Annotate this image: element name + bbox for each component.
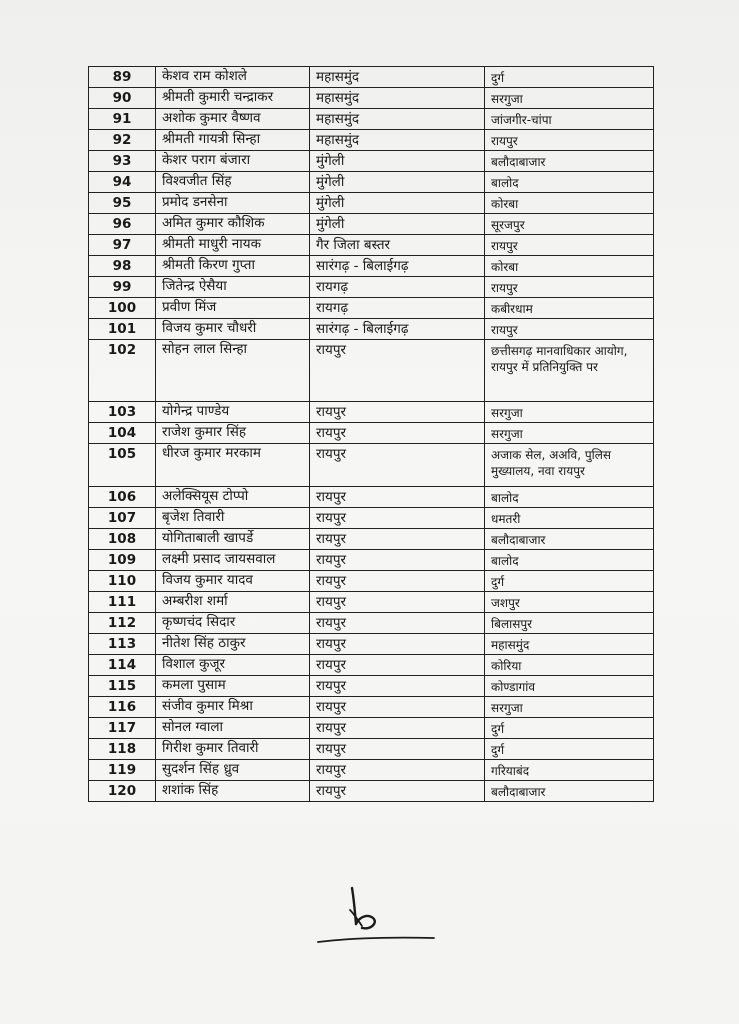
- table-row: [89, 592, 654, 613]
- to-posting-cell: अजाक सेल, अअवि, पुलिस मुख्यालय, नवा रायपुर: [485, 444, 654, 487]
- serial-number-cell: 112: [89, 613, 156, 634]
- from-district-cell: रायपुर: [310, 613, 485, 634]
- table-row: [89, 655, 654, 676]
- serial-number-cell: 120: [89, 781, 156, 802]
- serial-number-cell: 95: [89, 193, 156, 214]
- table-row: [89, 277, 654, 298]
- serial-number-cell: 90: [89, 88, 156, 109]
- officer-name-cell: गिरीश कुमार तिवारी: [156, 739, 310, 760]
- from-district-cell: रायपुर: [310, 760, 485, 781]
- officer-name-cell: धीरज कुमार मरकाम: [156, 444, 310, 487]
- serial-number-cell: 117: [89, 718, 156, 739]
- from-district-cell: रायपुर: [310, 634, 485, 655]
- serial-number-cell: 99: [89, 277, 156, 298]
- to-posting-cell: कोरिया: [485, 655, 654, 676]
- to-posting-cell: दुर्ग: [485, 739, 654, 760]
- table-row: [89, 718, 654, 739]
- serial-number-cell: 104: [89, 423, 156, 444]
- table-row: [89, 487, 654, 508]
- table-row: [89, 319, 654, 340]
- officer-name-cell: अमित कुमार कौशिक: [156, 214, 310, 235]
- from-district-cell: रायपुर: [310, 508, 485, 529]
- table-row: [89, 613, 654, 634]
- to-posting-cell: दुर्ग: [485, 718, 654, 739]
- serial-number-cell: 111: [89, 592, 156, 613]
- table-row: [89, 214, 654, 235]
- from-district-cell: रायपुर: [310, 487, 485, 508]
- from-district-cell: रायगढ़: [310, 277, 485, 298]
- officer-name-cell: विश्वजीत सिंह: [156, 172, 310, 193]
- table-row: [89, 550, 654, 571]
- table-row: [89, 151, 654, 172]
- to-posting-cell: बलौदाबाजार: [485, 529, 654, 550]
- from-district-cell: रायपुर: [310, 340, 485, 402]
- serial-number-cell: 109: [89, 550, 156, 571]
- transfer-table: [88, 66, 654, 802]
- to-posting-cell: गरियाबंद: [485, 760, 654, 781]
- serial-number-cell: 103: [89, 402, 156, 423]
- from-district-cell: रायपुर: [310, 655, 485, 676]
- table-row: [89, 130, 654, 151]
- to-posting-cell: दुर्ग: [485, 571, 654, 592]
- serial-number-cell: 97: [89, 235, 156, 256]
- officer-name-cell: जितेन्द्र ऐसैया: [156, 277, 310, 298]
- signature: [310, 880, 440, 950]
- from-district-cell: रायपुर: [310, 529, 485, 550]
- officer-name-cell: श्रीमती गायत्री सिन्हा: [156, 130, 310, 151]
- to-posting-cell: सरगुजा: [485, 423, 654, 444]
- table-row: [89, 529, 654, 550]
- to-posting-cell: सरगुजा: [485, 402, 654, 423]
- table-row: [89, 402, 654, 423]
- from-district-cell: मुंगेली: [310, 214, 485, 235]
- from-district-cell: रायपुर: [310, 402, 485, 423]
- serial-number-cell: 91: [89, 109, 156, 130]
- officer-name-cell: शशांक सिंह: [156, 781, 310, 802]
- officer-name-cell: सुदर्शन सिंह ध्रुव: [156, 760, 310, 781]
- transfer-table-body: [89, 67, 654, 802]
- serial-number-cell: 119: [89, 760, 156, 781]
- from-district-cell: महासमुंद: [310, 88, 485, 109]
- table-row: [89, 298, 654, 319]
- to-posting-cell: सरगुजा: [485, 697, 654, 718]
- officer-name-cell: प्रवीण मिंज: [156, 298, 310, 319]
- serial-number-cell: 106: [89, 487, 156, 508]
- officer-name-cell: योगिताबाली खापर्डे: [156, 529, 310, 550]
- from-district-cell: गैर जिला बस्तर: [310, 235, 485, 256]
- from-district-cell: रायपुर: [310, 571, 485, 592]
- table-row: [89, 739, 654, 760]
- from-district-cell: सारंगढ़ - बिलाईगढ़: [310, 256, 485, 277]
- officer-name-cell: प्रमोद डनसेना: [156, 193, 310, 214]
- officer-name-cell: योगेन्द्र पाण्डेय: [156, 402, 310, 423]
- from-district-cell: रायपुर: [310, 739, 485, 760]
- from-district-cell: रायपुर: [310, 718, 485, 739]
- to-posting-cell: बलौदाबाजार: [485, 781, 654, 802]
- serial-number-cell: 107: [89, 508, 156, 529]
- serial-number-cell: 115: [89, 676, 156, 697]
- table-row: [89, 235, 654, 256]
- table-row: [89, 571, 654, 592]
- officer-name-cell: केशर पराग बंजारा: [156, 151, 310, 172]
- officer-name-cell: अम्बरीश शर्मा: [156, 592, 310, 613]
- serial-number-cell: 105: [89, 444, 156, 487]
- table-row: [89, 193, 654, 214]
- officer-name-cell: राजेश कुमार सिंह: [156, 423, 310, 444]
- table-row: [89, 256, 654, 277]
- table-row: [89, 508, 654, 529]
- serial-number-cell: 108: [89, 529, 156, 550]
- officer-name-cell: अलेक्सियूस टोप्पो: [156, 487, 310, 508]
- officer-name-cell: अशोक कुमार वैष्णव: [156, 109, 310, 130]
- table-row: [89, 697, 654, 718]
- to-posting-cell: रायपुर: [485, 130, 654, 151]
- to-posting-cell: महासमुंद: [485, 634, 654, 655]
- officer-name-cell: बृजेश तिवारी: [156, 508, 310, 529]
- serial-number-cell: 92: [89, 130, 156, 151]
- from-district-cell: रायपुर: [310, 550, 485, 571]
- to-posting-cell: कोण्डागांव: [485, 676, 654, 697]
- serial-number-cell: 101: [89, 319, 156, 340]
- officer-name-cell: विशाल कुजूर: [156, 655, 310, 676]
- from-district-cell: मुंगेली: [310, 151, 485, 172]
- to-posting-cell: रायपुर: [485, 235, 654, 256]
- officer-name-cell: विजय कुमार चौधरी: [156, 319, 310, 340]
- to-posting-cell: सरगुजा: [485, 88, 654, 109]
- table-row: [89, 109, 654, 130]
- to-posting-cell: कोरबा: [485, 193, 654, 214]
- officer-name-cell: कमला पुसाम: [156, 676, 310, 697]
- to-posting-cell: रायपुर: [485, 277, 654, 298]
- to-posting-cell: बालोद: [485, 487, 654, 508]
- officer-name-cell: श्रीमती किरण गुप्ता: [156, 256, 310, 277]
- to-posting-cell: सूरजपुर: [485, 214, 654, 235]
- table-row: [89, 340, 654, 402]
- officer-name-cell: श्रीमती माधुरी नायक: [156, 235, 310, 256]
- table-row: [89, 67, 654, 88]
- serial-number-cell: 89: [89, 67, 156, 88]
- table-row: [89, 760, 654, 781]
- from-district-cell: मुंगेली: [310, 193, 485, 214]
- serial-number-cell: 96: [89, 214, 156, 235]
- from-district-cell: रायगढ़: [310, 298, 485, 319]
- officer-name-cell: कृष्णचंद सिदार: [156, 613, 310, 634]
- table-row: [89, 781, 654, 802]
- officer-name-cell: संजीव कुमार मिश्रा: [156, 697, 310, 718]
- table-row: [89, 634, 654, 655]
- from-district-cell: रायपुर: [310, 444, 485, 487]
- from-district-cell: सारंगढ़ - बिलाईगढ़: [310, 319, 485, 340]
- serial-number-cell: 94: [89, 172, 156, 193]
- to-posting-cell: बलौदाबाजार: [485, 151, 654, 172]
- serial-number-cell: 113: [89, 634, 156, 655]
- to-posting-cell: रायपुर: [485, 319, 654, 340]
- from-district-cell: महासमुंद: [310, 67, 485, 88]
- to-posting-cell: बालोद: [485, 550, 654, 571]
- officer-name-cell: लक्ष्मी प्रसाद जायसवाल: [156, 550, 310, 571]
- from-district-cell: मुंगेली: [310, 172, 485, 193]
- serial-number-cell: 118: [89, 739, 156, 760]
- to-posting-cell: जांजगीर-चांपा: [485, 109, 654, 130]
- from-district-cell: रायपुर: [310, 697, 485, 718]
- table-row: [89, 172, 654, 193]
- to-posting-cell: धमतरी: [485, 508, 654, 529]
- serial-number-cell: 116: [89, 697, 156, 718]
- serial-number-cell: 98: [89, 256, 156, 277]
- officer-name-cell: केशव राम कोशले: [156, 67, 310, 88]
- to-posting-cell: कबीरधाम: [485, 298, 654, 319]
- to-posting-cell: बिलासपुर: [485, 613, 654, 634]
- table-row: [89, 88, 654, 109]
- to-posting-cell: जशपुर: [485, 592, 654, 613]
- table-row: [89, 423, 654, 444]
- serial-number-cell: 102: [89, 340, 156, 402]
- from-district-cell: रायपुर: [310, 781, 485, 802]
- serial-number-cell: 93: [89, 151, 156, 172]
- from-district-cell: रायपुर: [310, 423, 485, 444]
- from-district-cell: रायपुर: [310, 592, 485, 613]
- from-district-cell: रायपुर: [310, 676, 485, 697]
- officer-name-cell: नीतेश सिंह ठाकुर: [156, 634, 310, 655]
- to-posting-cell: दुर्ग: [485, 67, 654, 88]
- from-district-cell: महासमुंद: [310, 130, 485, 151]
- serial-number-cell: 100: [89, 298, 156, 319]
- officer-name-cell: सोहन लाल सिन्हा: [156, 340, 310, 402]
- serial-number-cell: 114: [89, 655, 156, 676]
- to-posting-cell: बालोद: [485, 172, 654, 193]
- serial-number-cell: 110: [89, 571, 156, 592]
- table-row: [89, 676, 654, 697]
- officer-name-cell: सोनल ग्वाला: [156, 718, 310, 739]
- to-posting-cell: छत्तीसगढ़ मानवाधिकार आयोग, रायपुर में प्रतिनियुक्ति पर: [485, 340, 654, 402]
- to-posting-cell: कोरबा: [485, 256, 654, 277]
- officer-name-cell: श्रीमती कुमारी चन्द्राकर: [156, 88, 310, 109]
- from-district-cell: महासमुंद: [310, 109, 485, 130]
- officer-name-cell: विजय कुमार यादव: [156, 571, 310, 592]
- table-row: [89, 444, 654, 487]
